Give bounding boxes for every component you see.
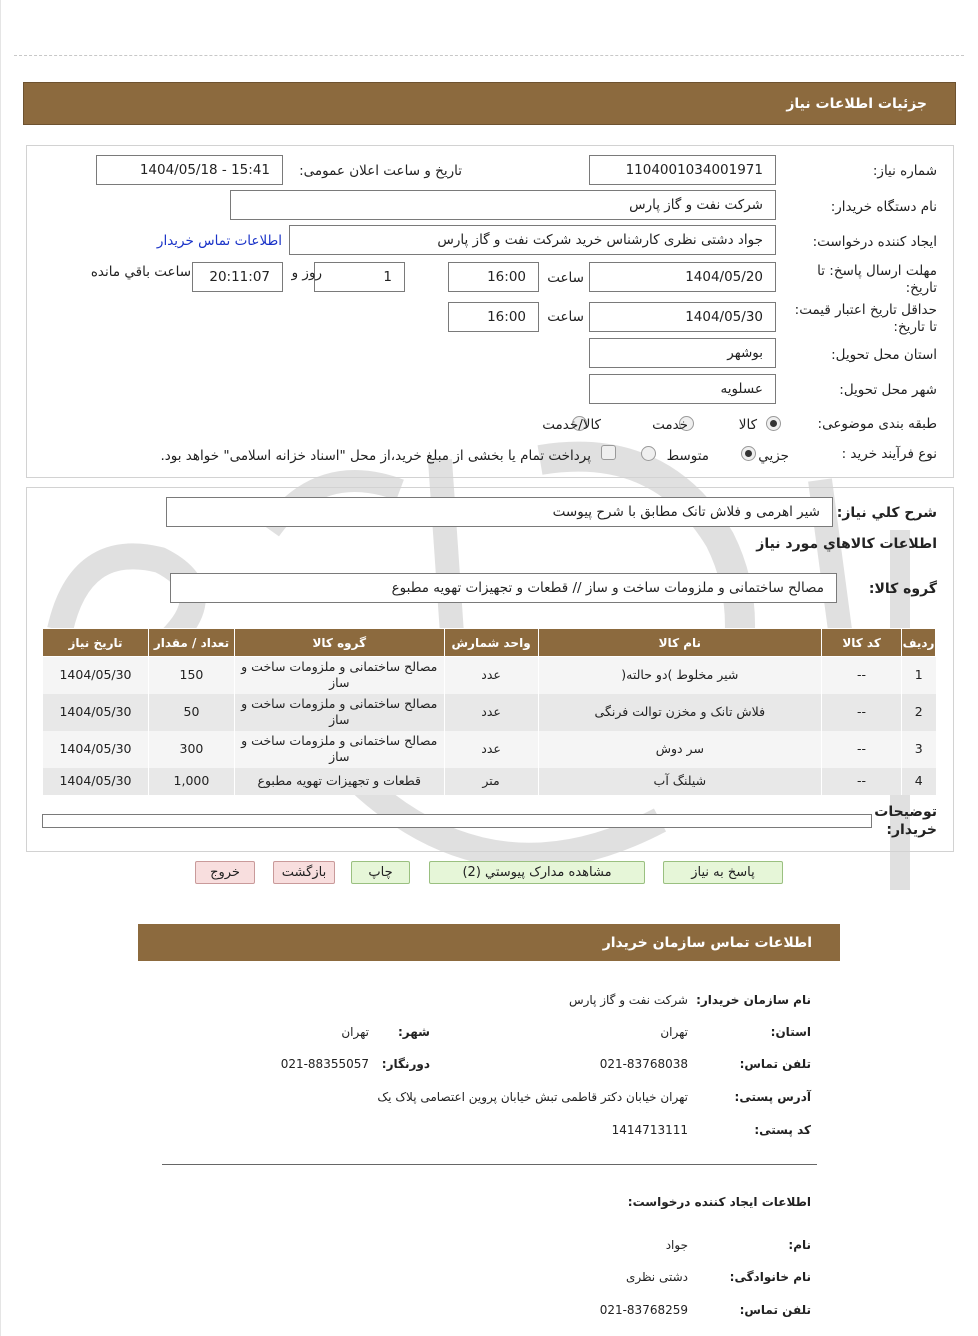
- reply-button[interactable]: پاسخ به نیاز: [663, 861, 783, 884]
- creator-label: ایجاد کننده درخواست:: [812, 234, 937, 250]
- province-field: بوشهر: [589, 338, 776, 368]
- cell-code: --: [822, 768, 902, 795]
- back-button[interactable]: بازگشت: [273, 861, 335, 884]
- requester-title: اطلاعات ایجاد کننده درخواست:: [627, 1195, 811, 1209]
- cell-unit: عدد: [444, 731, 538, 768]
- summary-field: شیر اهرمی و فلاش تانک مطابق با شرح پیوست: [166, 497, 833, 527]
- deadline-label: مهلت ارسال پاسخ: تا: [817, 263, 937, 279]
- cell-code: --: [822, 657, 902, 694]
- print-button[interactable]: چاپ: [351, 861, 410, 884]
- col-code: کد کالا: [822, 629, 902, 657]
- deadline-hour-label: ساعت: [547, 270, 584, 286]
- category-goods-radio[interactable]: [766, 416, 781, 431]
- contact-postal-value: 1414713111: [611, 1123, 688, 1137]
- col-qty: تعداد / مقدار: [149, 629, 235, 657]
- need-number-label: شماره نیاز:: [872, 163, 937, 179]
- cell-name: شیر مخلوط )دو حالته(: [538, 657, 822, 694]
- cell-date: 1404/05/30: [43, 657, 149, 694]
- contact-org-label: نام سازمان خریدار:: [696, 993, 811, 1007]
- category-label: طبقه بندی موضوعی:: [817, 416, 937, 432]
- exit-button[interactable]: خروج: [195, 861, 255, 884]
- contact-fax-value: 021-88355057: [280, 1057, 369, 1071]
- contact-phone-value: 021-83768038: [599, 1057, 688, 1071]
- remaining-label: ساعت باقي مانده: [90, 264, 191, 280]
- table-row: [43, 768, 936, 795]
- category-both-label: کالا/خدمت: [542, 417, 601, 433]
- cell-code: --: [822, 731, 902, 768]
- deadline-time-field: 16:00: [448, 262, 539, 292]
- cell-qty: 300: [149, 731, 235, 768]
- requester-name-label: نام:: [788, 1238, 811, 1252]
- price-validity-date-field: 1404/05/30: [589, 302, 776, 332]
- cell-qty: 150: [149, 657, 235, 694]
- requester-family-label: نام خانوادگی:: [729, 1270, 811, 1284]
- cell-date: 1404/05/30: [43, 694, 149, 731]
- cell-row: 1: [902, 657, 936, 694]
- province-label: استان محل تحویل:: [831, 347, 937, 363]
- remaining-time-field: 20:11:07: [192, 262, 283, 292]
- col-name: نام کالا: [538, 629, 822, 657]
- deadline-label-date: تاریخ:: [905, 280, 937, 296]
- price-validity-time-field: 16:00: [448, 302, 539, 332]
- table-row: [43, 731, 936, 768]
- city-field: عسلویه: [589, 374, 776, 404]
- contact-fax-label: دورنگار:: [381, 1057, 430, 1071]
- buyer-contact-link[interactable]: اطلاعات تماس خریدار: [156, 233, 282, 249]
- buyer-org-label: نام دستگاه خریدار:: [830, 199, 937, 215]
- summary-label: شرح کلي نياز:: [836, 505, 937, 521]
- cell-group: مصالح ساختمانی و ملزومات ساخت و ساز: [234, 657, 444, 694]
- contact-province-label: استان:: [770, 1025, 811, 1039]
- top-divider: [14, 55, 964, 56]
- cell-qty: 50: [149, 694, 235, 731]
- cell-name: سر دوش: [538, 731, 822, 768]
- category-goods-label: کالا: [738, 417, 757, 433]
- col-row: رديف: [902, 629, 936, 657]
- goods-group-label: گروه کالا:: [868, 581, 937, 597]
- cell-row: 3: [902, 731, 936, 768]
- contact-address-label: آدرس پستی:: [734, 1090, 811, 1104]
- cell-unit: عدد: [444, 657, 538, 694]
- cell-row: 4: [902, 768, 936, 795]
- cell-group: مصالح ساختمانی و ملزومات ساخت و ساز: [234, 731, 444, 768]
- table-header-row: [43, 629, 936, 657]
- contact-address-value: تهران خیابان دکتر قاطمی تبش خیابان پروین اعتصامی پلاک یک: [377, 1090, 688, 1104]
- contact-org-value: شرکت نفت و گاز پارس: [568, 993, 688, 1007]
- contact-section-title-bar: [138, 924, 840, 961]
- city-label: شهر محل تحویل:: [839, 382, 937, 398]
- cell-name: شیلنگ آب: [538, 768, 822, 795]
- need-number-field: 1104001034001971: [589, 155, 776, 185]
- section-divider: [162, 1164, 817, 1165]
- requester-family-value: دشتی نظری: [625, 1270, 688, 1284]
- deadline-date-field: 1404/05/20: [589, 262, 776, 292]
- category-service-label: خدمت: [652, 417, 688, 433]
- cell-unit: عدد: [444, 694, 538, 731]
- goods-table: [42, 628, 936, 795]
- price-validity-label-date: تا تاریخ:: [893, 319, 937, 335]
- requester-phone-label: تلفن تماس:: [739, 1303, 811, 1317]
- left-border: [0, 0, 1, 1336]
- process-medium-label: متوسط: [666, 448, 709, 464]
- attachments-button[interactable]: مشاهده مدارک پیوستي (2): [429, 861, 645, 884]
- col-date: تاریخ نیاز: [43, 629, 149, 657]
- days-label: روز و: [291, 265, 322, 281]
- contact-postal-label: کد پستی:: [754, 1123, 811, 1137]
- cell-code: --: [822, 694, 902, 731]
- table-row: [43, 657, 936, 694]
- process-minor-radio[interactable]: [741, 446, 756, 461]
- buyer-notes-field: [42, 814, 872, 828]
- price-validity-label: حداقل تاریخ اعتبار قیمت:: [794, 302, 937, 318]
- contact-section-title: اطلاعات تماس سازمان خریدار: [602, 934, 812, 951]
- buyer-org-field: شرکت نفت و گاز پارس: [230, 190, 776, 220]
- cell-name: فلاش تانک و مخزن توالت فرنگی: [538, 694, 822, 731]
- process-label: نوع فرآیند خرید :: [841, 446, 937, 462]
- treasury-note: پرداخت تمام یا بخشی از مبلغ خرید،از محل "اسناد خزانه اسلامی" خواهد بود.: [160, 448, 591, 464]
- cell-date: 1404/05/30: [43, 768, 149, 795]
- buyer-notes-label-2: خریدار:: [886, 822, 937, 838]
- cell-unit: متر: [444, 768, 538, 795]
- goods-group-field: مصالح ساختمانی و ملزومات ساخت و ساز // قطعات و تجهیزات تهویه مطبوع: [170, 573, 837, 603]
- process-minor-label: جزيي: [758, 448, 789, 464]
- requester-name-value: جواد: [665, 1238, 688, 1252]
- contact-city-value: تهران: [341, 1025, 369, 1039]
- goods-info-title: اطلاعات کالاهاي مورد نياز: [756, 536, 937, 552]
- col-unit: واحد شمارش: [444, 629, 538, 657]
- treasury-checkbox[interactable]: [601, 445, 616, 460]
- price-validity-hour-label: ساعت: [547, 309, 584, 325]
- contact-province-value: تهران: [660, 1025, 688, 1039]
- cell-date: 1404/05/30: [43, 731, 149, 768]
- page-title-bar: [23, 82, 956, 125]
- days-remaining-field: 1: [314, 262, 405, 292]
- creator-field: جواد دشتی نظری کارشناس خرید شرکت نفت و گاز پارس: [289, 225, 776, 255]
- table-row: [43, 694, 936, 731]
- col-group: گروه کالا: [234, 629, 444, 657]
- contact-phone-label: تلفن تماس:: [739, 1057, 811, 1071]
- announce-date-label: تاریخ و ساعت اعلان عمومی:: [299, 163, 462, 179]
- buyer-notes-label: توضیحات: [874, 804, 937, 820]
- announce-date-field: 1404/05/18 - 15:41: [96, 155, 283, 185]
- contact-city-label: شهر:: [398, 1025, 430, 1039]
- cell-group: قطعات و تجهیزات تهویه مطبوع: [234, 768, 444, 795]
- cell-row: 2: [902, 694, 936, 731]
- cell-group: مصالح ساختمانی و ملزومات ساخت و ساز: [234, 694, 444, 731]
- cell-qty: 1,000: [149, 768, 235, 795]
- requester-phone-value: 021-83768259: [599, 1303, 688, 1317]
- page-title: جزئیات اطلاعات نیاز: [786, 95, 927, 112]
